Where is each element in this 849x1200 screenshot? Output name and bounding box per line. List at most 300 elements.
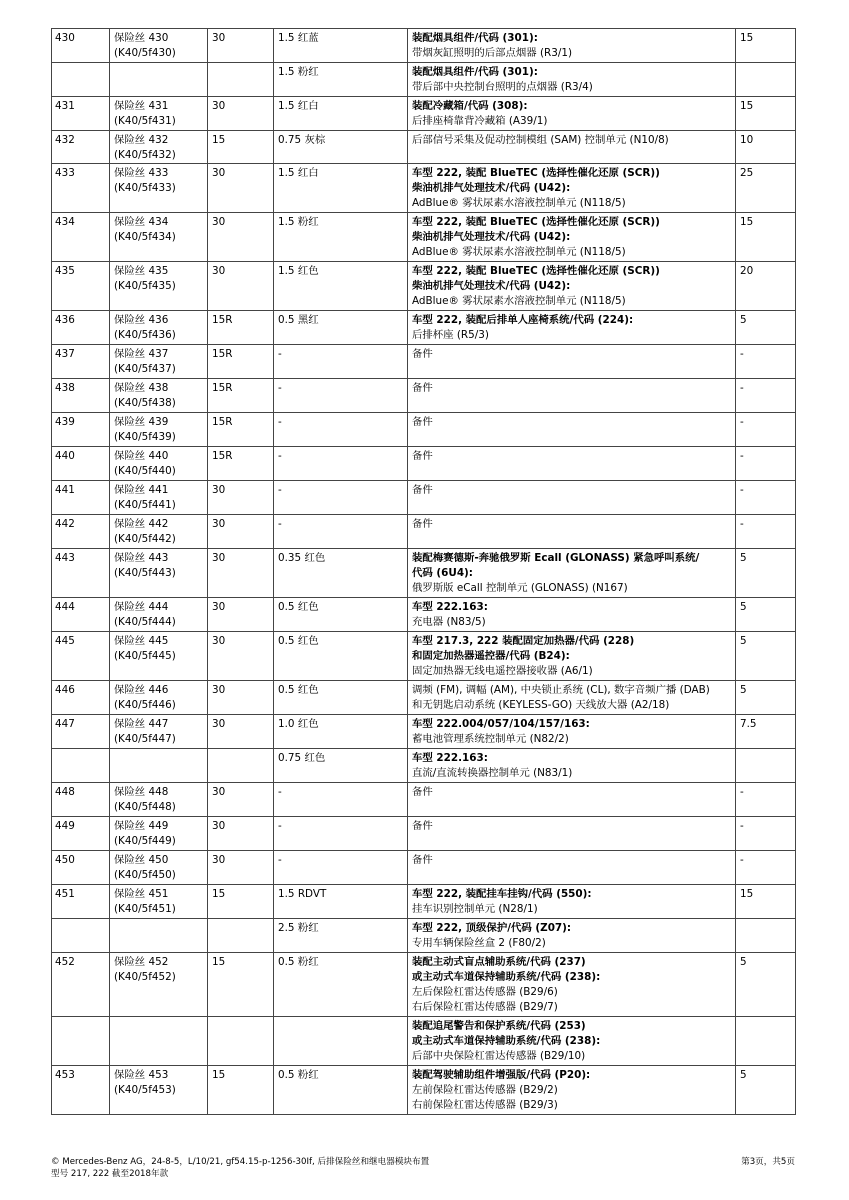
fuse-designation-cell — [110, 63, 208, 97]
terminal-cell: 15 — [208, 1066, 274, 1115]
table-row — [52, 549, 796, 598]
consumer-description-cell — [408, 632, 736, 681]
wire-cell: 1.5 粉红 — [274, 213, 408, 262]
fuse-rating-cell: 5 — [736, 681, 796, 715]
fuse-number-cell: 430 — [52, 29, 110, 63]
fuse-designation-cell — [110, 817, 208, 851]
fuse-number-cell — [52, 1017, 110, 1066]
wire-cell: - — [274, 817, 408, 851]
fuse-designation-cell — [110, 598, 208, 632]
fuse-rating-cell: - — [736, 817, 796, 851]
footer-model-range: 型号 217, 222 截至2018年款 — [51, 1169, 169, 1179]
component-line: 备件 — [412, 416, 433, 428]
fuse-designation-line: (K40/5f450) — [114, 869, 176, 881]
consumer-description-cell — [408, 345, 736, 379]
consumer-description-cell — [408, 481, 736, 515]
component-line: AdBlue® 雾状尿素水溶液控制单元 (N118/5) — [412, 246, 626, 258]
component-line: 专用车辆保险丝盒 2 (F80/2) — [412, 937, 546, 949]
fuse-designation-line: 保险丝 436 — [114, 314, 169, 326]
fuse-number-cell — [52, 749, 110, 783]
table-row — [52, 1066, 796, 1115]
terminal-cell: 30 — [208, 632, 274, 681]
fuse-designation-line: (K40/5f447) — [114, 733, 176, 745]
wire-cell: 0.75 灰棕 — [274, 131, 408, 164]
wire-cell: 0.75 红色 — [274, 749, 408, 783]
fuse-designation-cell — [110, 29, 208, 63]
fuse-rating-cell — [736, 919, 796, 953]
fuse-designation-line: 保险丝 431 — [114, 100, 169, 112]
footer-copyright: © Mercedes-Benz AG，24-8-5，L/10/21, gf54.15-p-1256-30If, 后排保险丝和继电器模块布置 — [51, 1157, 430, 1167]
fuse-designation-line: 保险丝 451 — [114, 888, 169, 900]
fuse-designation-line: 保险丝 445 — [114, 635, 169, 647]
table-row — [52, 632, 796, 681]
fuse-designation-line: 保险丝 449 — [114, 820, 169, 832]
terminal-cell: 30 — [208, 549, 274, 598]
table-row — [52, 885, 796, 919]
condition-line: 装配驾驶辅助组件增强版/代码 (P20): — [412, 1069, 591, 1081]
condition-line: 装配主动式盲点辅助系统/代码 (237) — [412, 956, 586, 968]
table-row — [52, 817, 796, 851]
fuse-rating-cell: 5 — [736, 953, 796, 1017]
wire-cell: 1.5 红白 — [274, 97, 408, 131]
component-line: 后排座椅靠背冷藏箱 (A39/1) — [412, 115, 548, 127]
consumer-description-cell — [408, 681, 736, 715]
table-row — [52, 919, 796, 953]
fuse-number-cell: 433 — [52, 164, 110, 213]
fuse-rating-cell: - — [736, 783, 796, 817]
condition-line: 柴油机排气处理技术/代码 (U42): — [412, 280, 571, 292]
table-row — [52, 29, 796, 63]
consumer-description-cell — [408, 379, 736, 413]
fuse-number-cell: 450 — [52, 851, 110, 885]
fuse-rating-cell: 5 — [736, 1066, 796, 1115]
fuse-rating-cell: 7.5 — [736, 715, 796, 749]
table-row — [52, 953, 796, 1017]
consumer-description-cell — [408, 1017, 736, 1066]
table-row — [52, 481, 796, 515]
fuse-rating-cell: - — [736, 345, 796, 379]
fuse-designation-line: 保险丝 441 — [114, 484, 169, 496]
table-row — [52, 1017, 796, 1066]
fuse-designation-line: (K40/5f446) — [114, 699, 176, 711]
wire-cell: 0.5 红色 — [274, 681, 408, 715]
condition-line: 代码 (6U4): — [412, 567, 473, 579]
component-line: 直流/直流转换器控制单元 (N83/1) — [412, 767, 573, 779]
fuse-designation-cell — [110, 213, 208, 262]
fuse-rating-cell — [736, 749, 796, 783]
fuse-number-cell: 446 — [52, 681, 110, 715]
fuse-designation-line: 保险丝 430 — [114, 32, 169, 44]
terminal-cell: 15R — [208, 447, 274, 481]
condition-line: 装配烟具组件/代码 (301): — [412, 66, 538, 78]
fuse-number-cell — [52, 63, 110, 97]
consumer-description-cell — [408, 413, 736, 447]
fuse-number-cell: 437 — [52, 345, 110, 379]
component-line: 调频 (FM), 调幅 (AM), 中央锁止系统 (CL), 数字音频广播 (DAB) — [412, 684, 710, 696]
table-row — [52, 262, 796, 311]
fuse-designation-cell — [110, 1066, 208, 1115]
condition-line: 装配冷藏箱/代码 (308): — [412, 100, 528, 112]
consumer-description-cell — [408, 953, 736, 1017]
fuse-designation-cell — [110, 749, 208, 783]
table-row — [52, 851, 796, 885]
wire-cell: - — [274, 379, 408, 413]
fuse-number-cell: 452 — [52, 953, 110, 1017]
terminal-cell: 30 — [208, 817, 274, 851]
component-line: 固定加热器无线电遥控器接收器 (A6/1) — [412, 665, 593, 677]
terminal-cell: 30 — [208, 213, 274, 262]
fuse-number-cell: 436 — [52, 311, 110, 345]
table-row — [52, 379, 796, 413]
fuse-designation-line: (K40/5f436) — [114, 329, 176, 341]
fuse-designation-cell — [110, 262, 208, 311]
consumer-description-cell — [408, 63, 736, 97]
fuse-table — [51, 28, 796, 1115]
fuse-number-cell: 432 — [52, 131, 110, 164]
fuse-number-cell: 451 — [52, 885, 110, 919]
fuse-designation-cell — [110, 953, 208, 1017]
fuse-number-cell: 442 — [52, 515, 110, 549]
fuse-number-cell: 447 — [52, 715, 110, 749]
wire-cell: - — [274, 851, 408, 885]
fuse-designation-line: 保险丝 437 — [114, 348, 169, 360]
fuse-designation-line: (K40/5f442) — [114, 533, 176, 545]
component-line: 俄罗斯版 eCall 控制单元 (GLONASS) (N167) — [412, 582, 628, 594]
terminal-cell: 15R — [208, 311, 274, 345]
table-row — [52, 715, 796, 749]
fuse-number-cell — [52, 919, 110, 953]
wire-cell: - — [274, 515, 408, 549]
fuse-designation-cell — [110, 515, 208, 549]
terminal-cell: 15 — [208, 885, 274, 919]
component-line: 带烟灰缸照明的后部点烟器 (R3/1) — [412, 47, 573, 59]
fuse-designation-cell — [110, 851, 208, 885]
consumer-description-cell — [408, 919, 736, 953]
wire-cell: 1.5 红色 — [274, 262, 408, 311]
fuse-rating-cell — [736, 1017, 796, 1066]
terminal-cell — [208, 749, 274, 783]
fuse-designation-line: 保险丝 435 — [114, 265, 169, 277]
fuse-designation-cell — [110, 164, 208, 213]
fuse-number-cell: 443 — [52, 549, 110, 598]
fuse-designation-cell — [110, 481, 208, 515]
consumer-description-cell — [408, 131, 736, 164]
wire-cell: - — [274, 481, 408, 515]
fuse-designation-line: 保险丝 433 — [114, 167, 169, 179]
fuse-designation-line: (K40/5f437) — [114, 363, 176, 375]
table-row — [52, 749, 796, 783]
fuse-designation-cell — [110, 885, 208, 919]
fuse-rating-cell: 20 — [736, 262, 796, 311]
fuse-designation-line: 保险丝 443 — [114, 552, 169, 564]
fuse-designation-cell — [110, 131, 208, 164]
table-row — [52, 447, 796, 481]
table-row — [52, 598, 796, 632]
fuse-designation-line: (K40/5f434) — [114, 231, 176, 243]
table-row — [52, 131, 796, 164]
fuse-number-cell: 431 — [52, 97, 110, 131]
component-line: 备件 — [412, 382, 433, 394]
condition-line: 柴油机排气处理技术/代码 (U42): — [412, 182, 571, 194]
condition-line: 装配追尾警告和保护系统/代码 (253) — [412, 1020, 586, 1032]
fuse-rating-cell: 25 — [736, 164, 796, 213]
wire-cell: - — [274, 413, 408, 447]
fuse-designation-cell — [110, 379, 208, 413]
terminal-cell: 15R — [208, 379, 274, 413]
wire-cell: 2.5 粉红 — [274, 919, 408, 953]
fuse-designation-line: 保险丝 439 — [114, 416, 169, 428]
terminal-cell: 30 — [208, 515, 274, 549]
terminal-cell: 30 — [208, 851, 274, 885]
fuse-designation-cell — [110, 1017, 208, 1066]
fuse-designation-line: 保险丝 450 — [114, 854, 169, 866]
fuse-designation-line: (K40/5f435) — [114, 280, 176, 292]
wire-cell: - — [274, 447, 408, 481]
table-row — [52, 413, 796, 447]
consumer-description-cell — [408, 213, 736, 262]
wire-cell — [274, 1017, 408, 1066]
table-row — [52, 311, 796, 345]
consumer-description-cell — [408, 262, 736, 311]
fuse-designation-cell — [110, 311, 208, 345]
fuse-designation-line: 保险丝 452 — [114, 956, 169, 968]
wire-cell: 1.5 粉红 — [274, 63, 408, 97]
component-line: AdBlue® 雾状尿素水溶液控制单元 (N118/5) — [412, 197, 626, 209]
wire-cell: 0.5 粉红 — [274, 953, 408, 1017]
page-number: 第3页，共5页 — [741, 1157, 795, 1167]
fuse-rating-cell: - — [736, 413, 796, 447]
component-line: 备件 — [412, 820, 433, 832]
terminal-cell: 30 — [208, 262, 274, 311]
fuse-designation-line: 保险丝 447 — [114, 718, 169, 730]
consumer-description-cell — [408, 549, 736, 598]
fuse-designation-line: (K40/5f440) — [114, 465, 176, 477]
terminal-cell: 30 — [208, 164, 274, 213]
fuse-designation-line: (K40/5f439) — [114, 431, 176, 443]
component-line: 和无钥匙启动系统 (KEYLESS-GO) 天线放大器 (A2/18) — [412, 699, 670, 711]
wire-cell: 0.5 黑红 — [274, 311, 408, 345]
terminal-cell — [208, 1017, 274, 1066]
fuse-number-cell: 440 — [52, 447, 110, 481]
fuse-number-cell: 434 — [52, 213, 110, 262]
fuse-designation-cell — [110, 413, 208, 447]
fuse-rating-cell: - — [736, 481, 796, 515]
fuse-designation-line: (K40/5f451) — [114, 903, 176, 915]
component-line: 备件 — [412, 484, 433, 496]
fuse-designation-cell — [110, 549, 208, 598]
terminal-cell: 30 — [208, 681, 274, 715]
terminal-cell: 30 — [208, 783, 274, 817]
fuse-designation-line: 保险丝 440 — [114, 450, 169, 462]
component-line: 后部信号采集及促动控制模组 (SAM) 控制单元 (N10/8) — [412, 134, 669, 146]
fuse-rating-cell — [736, 63, 796, 97]
fuse-designation-line: 保险丝 453 — [114, 1069, 169, 1081]
component-line: 备件 — [412, 348, 433, 360]
fuse-rating-cell: 5 — [736, 598, 796, 632]
table-row — [52, 213, 796, 262]
fuse-designation-line: 保险丝 448 — [114, 786, 169, 798]
condition-line: 车型 222, 顶级保护/代码 (Z07): — [412, 922, 572, 934]
fuse-designation-cell — [110, 919, 208, 953]
condition-line: 车型 222.004/057/104/157/163: — [412, 718, 590, 730]
fuse-designation-line: (K40/5f445) — [114, 650, 176, 662]
condition-line: 和固定加热器遥控器/代码 (B24): — [412, 650, 570, 662]
fuse-designation-line: (K40/5f453) — [114, 1084, 176, 1096]
component-line: 左后保险杠雷达传感器 (B29/6) — [412, 986, 558, 998]
condition-line: 车型 222, 装配 BlueTEC (选择性催化还原 (SCR)) — [412, 265, 660, 277]
fuse-designation-line: (K40/5f430) — [114, 47, 176, 59]
component-line: 右前保险杠雷达传感器 (B29/3) — [412, 1099, 558, 1111]
fuse-rating-cell: 15 — [736, 885, 796, 919]
consumer-description-cell — [408, 598, 736, 632]
wire-cell: 0.5 红色 — [274, 598, 408, 632]
terminal-cell: 15 — [208, 953, 274, 1017]
consumer-description-cell — [408, 311, 736, 345]
wire-cell: 1.0 红色 — [274, 715, 408, 749]
condition-line: 装配烟具组件/代码 (301): — [412, 32, 538, 44]
fuse-designation-line: 保险丝 446 — [114, 684, 169, 696]
wire-cell: 1.5 红蓝 — [274, 29, 408, 63]
fuse-rating-cell: 5 — [736, 549, 796, 598]
fuse-designation-line: (K40/5f452) — [114, 971, 176, 983]
component-line: 蓄电池管理系统控制单元 (N82/2) — [412, 733, 569, 745]
fuse-designation-line: (K40/5f433) — [114, 182, 176, 194]
table-row — [52, 345, 796, 379]
component-line: 挂车识别控制单元 (N28/1) — [412, 903, 538, 915]
fuse-designation-line: (K40/5f449) — [114, 835, 176, 847]
page-footer — [51, 1156, 795, 1180]
fuse-designation-line: (K40/5f431) — [114, 115, 176, 127]
component-line: 备件 — [412, 854, 433, 866]
consumer-description-cell — [408, 783, 736, 817]
condition-line: 车型 222, 装配 BlueTEC (选择性催化还原 (SCR)) — [412, 167, 660, 179]
component-line: 备件 — [412, 518, 433, 530]
fuse-designation-cell — [110, 715, 208, 749]
fuse-designation-line: (K40/5f444) — [114, 616, 176, 628]
fuse-designation-line: 保险丝 432 — [114, 134, 169, 146]
fuse-rating-cell: 5 — [736, 632, 796, 681]
consumer-description-cell — [408, 851, 736, 885]
consumer-description-cell — [408, 1066, 736, 1115]
wire-cell: - — [274, 783, 408, 817]
terminal-cell: 30 — [208, 598, 274, 632]
component-line: 右后保险杠雷达传感器 (B29/7) — [412, 1001, 558, 1013]
condition-line: 车型 222.163: — [412, 752, 488, 764]
fuse-number-cell: 439 — [52, 413, 110, 447]
wire-cell: 0.5 红色 — [274, 632, 408, 681]
consumer-description-cell — [408, 885, 736, 919]
fuse-number-cell: 441 — [52, 481, 110, 515]
fuse-designation-line: 保险丝 444 — [114, 601, 169, 613]
fuse-designation-line: 保险丝 438 — [114, 382, 169, 394]
consumer-description-cell — [408, 749, 736, 783]
condition-line: 车型 222, 装配挂车挂钩/代码 (550): — [412, 888, 592, 900]
component-line: 后部中央保险杠雷达传感器 (B29/10) — [412, 1050, 586, 1062]
table-row — [52, 97, 796, 131]
fuse-designation-cell — [110, 447, 208, 481]
fuse-number-cell: 448 — [52, 783, 110, 817]
component-line: 备件 — [412, 450, 433, 462]
fuse-designation-line: 保险丝 442 — [114, 518, 169, 530]
table-row — [52, 515, 796, 549]
consumer-description-cell — [408, 29, 736, 63]
table-row — [52, 783, 796, 817]
fuse-designation-cell — [110, 632, 208, 681]
component-line: 备件 — [412, 786, 433, 798]
wire-cell: 0.35 红色 — [274, 549, 408, 598]
fuse-rating-cell: 5 — [736, 311, 796, 345]
terminal-cell: 15 — [208, 131, 274, 164]
fuse-designation-line: (K40/5f443) — [114, 567, 176, 579]
fuse-number-cell: 449 — [52, 817, 110, 851]
component-line: 充电器 (N83/5) — [412, 616, 486, 628]
table-row — [52, 681, 796, 715]
consumer-description-cell — [408, 817, 736, 851]
fuse-number-cell: 444 — [52, 598, 110, 632]
consumer-description-cell — [408, 164, 736, 213]
consumer-description-cell — [408, 447, 736, 481]
consumer-description-cell — [408, 715, 736, 749]
consumer-description-cell — [408, 515, 736, 549]
fuse-designation-cell — [110, 97, 208, 131]
fuse-designation-line: (K40/5f441) — [114, 499, 176, 511]
wire-cell: 0.5 粉红 — [274, 1066, 408, 1115]
component-line: 带后部中央控制台照明的点烟器 (R3/4) — [412, 81, 593, 93]
terminal-cell: 15R — [208, 413, 274, 447]
fuse-rating-cell: - — [736, 515, 796, 549]
condition-line: 或主动式车道保持辅助系统/代码 (238): — [412, 971, 601, 983]
fuse-designation-cell — [110, 783, 208, 817]
terminal-cell: 15R — [208, 345, 274, 379]
fuse-rating-cell: 15 — [736, 97, 796, 131]
condition-line: 车型 217.3, 222 装配固定加热器/代码 (228) — [412, 635, 635, 647]
fuse-designation-line: 保险丝 434 — [114, 216, 169, 228]
consumer-description-cell — [408, 97, 736, 131]
fuse-rating-cell: 10 — [736, 131, 796, 164]
terminal-cell: 30 — [208, 715, 274, 749]
terminal-cell — [208, 63, 274, 97]
fuse-number-cell: 438 — [52, 379, 110, 413]
component-line: 左前保险杠雷达传感器 (B29/2) — [412, 1084, 558, 1096]
fuse-designation-cell — [110, 681, 208, 715]
condition-line: 车型 222.163: — [412, 601, 488, 613]
terminal-cell: 30 — [208, 97, 274, 131]
fuse-designation-line: (K40/5f432) — [114, 149, 176, 161]
fuse-rating-cell: - — [736, 379, 796, 413]
wire-cell: 1.5 红白 — [274, 164, 408, 213]
component-line: AdBlue® 雾状尿素水溶液控制单元 (N118/5) — [412, 295, 626, 307]
fuse-rating-cell: - — [736, 851, 796, 885]
fuse-designation-line: (K40/5f448) — [114, 801, 176, 813]
terminal-cell — [208, 919, 274, 953]
condition-line: 车型 222, 装配 BlueTEC (选择性催化还原 (SCR)) — [412, 216, 660, 228]
fuse-rating-cell: - — [736, 447, 796, 481]
condition-line: 或主动式车道保持辅助系统/代码 (238): — [412, 1035, 601, 1047]
terminal-cell: 30 — [208, 481, 274, 515]
table-row — [52, 164, 796, 213]
terminal-cell: 30 — [208, 29, 274, 63]
condition-line: 装配梅赛德斯-奔驰俄罗斯 Ecall (GLONASS) 紧急呼叫系统/ — [412, 552, 700, 564]
wire-cell: - — [274, 345, 408, 379]
fuse-rating-cell: 15 — [736, 29, 796, 63]
fuse-rating-cell: 15 — [736, 213, 796, 262]
condition-line: 柴油机排气处理技术/代码 (U42): — [412, 231, 571, 243]
condition-line: 车型 222, 装配后排单人座椅系统/代码 (224): — [412, 314, 634, 326]
table-row — [52, 63, 796, 97]
wire-cell: 1.5 RDVT — [274, 885, 408, 919]
fuse-number-cell: 453 — [52, 1066, 110, 1115]
fuse-number-cell: 435 — [52, 262, 110, 311]
